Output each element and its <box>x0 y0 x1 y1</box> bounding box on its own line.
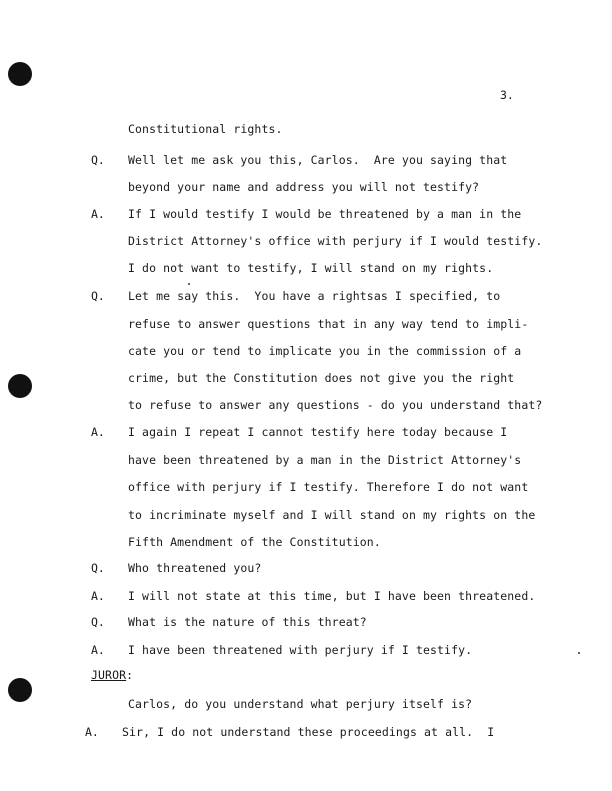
transcript-line: District Attorney's office with perjury if I would testify. <box>128 234 543 248</box>
punch-hole-bottom <box>8 678 32 702</box>
speaker-label: A. <box>91 643 105 657</box>
scan-speck <box>188 283 190 285</box>
transcript-line: I will not state at this time, but I have been threatened. <box>128 589 536 603</box>
transcript-line: What is the nature of this threat? <box>128 615 367 629</box>
juror-colon: : <box>126 668 134 682</box>
speaker-label: Q. <box>91 289 105 303</box>
transcript-line: office with perjury if I testify. Therefore I do not want <box>128 480 529 494</box>
juror-label: JUROR <box>91 668 127 682</box>
page-number: 3. <box>500 88 514 102</box>
speaker-label: A. <box>91 589 105 603</box>
transcript-line: Constitutional rights. <box>128 122 283 136</box>
transcript-line: I again I repeat I cannot testify here today because I <box>128 425 508 439</box>
speaker-label: Q. <box>91 615 105 629</box>
transcript-line: to incriminate myself and I will stand on my rights on the <box>128 508 536 522</box>
transcript-line: beyond your name and address you will not testify? <box>128 180 480 194</box>
speaker-label: A. <box>91 207 105 221</box>
speaker-label: Q. <box>91 561 105 575</box>
punch-hole-top <box>8 62 32 86</box>
speaker-label: Q. <box>91 153 105 167</box>
transcript-line: refuse to answer questions that in any way tend to impli- <box>128 317 529 331</box>
transcript-line: I do not want to testify, I will stand on my rights. <box>128 261 494 275</box>
transcript-line: If I would testify I would be threatened by a man in the <box>128 207 522 221</box>
transcript-line: have been threatened by a man in the District Attorney's <box>128 453 522 467</box>
transcript-line: Who threatened you? <box>128 561 262 575</box>
transcript-line: cate you or tend to implicate you in the commission of a <box>128 344 522 358</box>
transcript-line: to refuse to answer any questions - do you understand that? <box>128 398 543 412</box>
transcript-line: Sir, I do not understand these proceedings at all. I <box>122 725 495 739</box>
speaker-label: A. <box>91 425 105 439</box>
scan-speck <box>578 652 580 654</box>
punch-hole-middle <box>8 374 32 398</box>
transcript-line: Carlos, do you understand what perjury itself is? <box>128 697 473 711</box>
transcript-line: crime, but the Constitution does not give you the right <box>128 371 515 385</box>
transcript-line: Let me say this. You have a rightsas I specified, to <box>128 289 501 303</box>
speaker-label: A. <box>85 725 99 739</box>
transcript-line: Fifth Amendment of the Constitution. <box>128 535 381 549</box>
transcript-line: I have been threatened with perjury if I testify. <box>128 643 473 657</box>
transcript-line: Well let me ask you this, Carlos. Are you saying that <box>128 153 508 167</box>
juror-heading <box>91 668 133 682</box>
